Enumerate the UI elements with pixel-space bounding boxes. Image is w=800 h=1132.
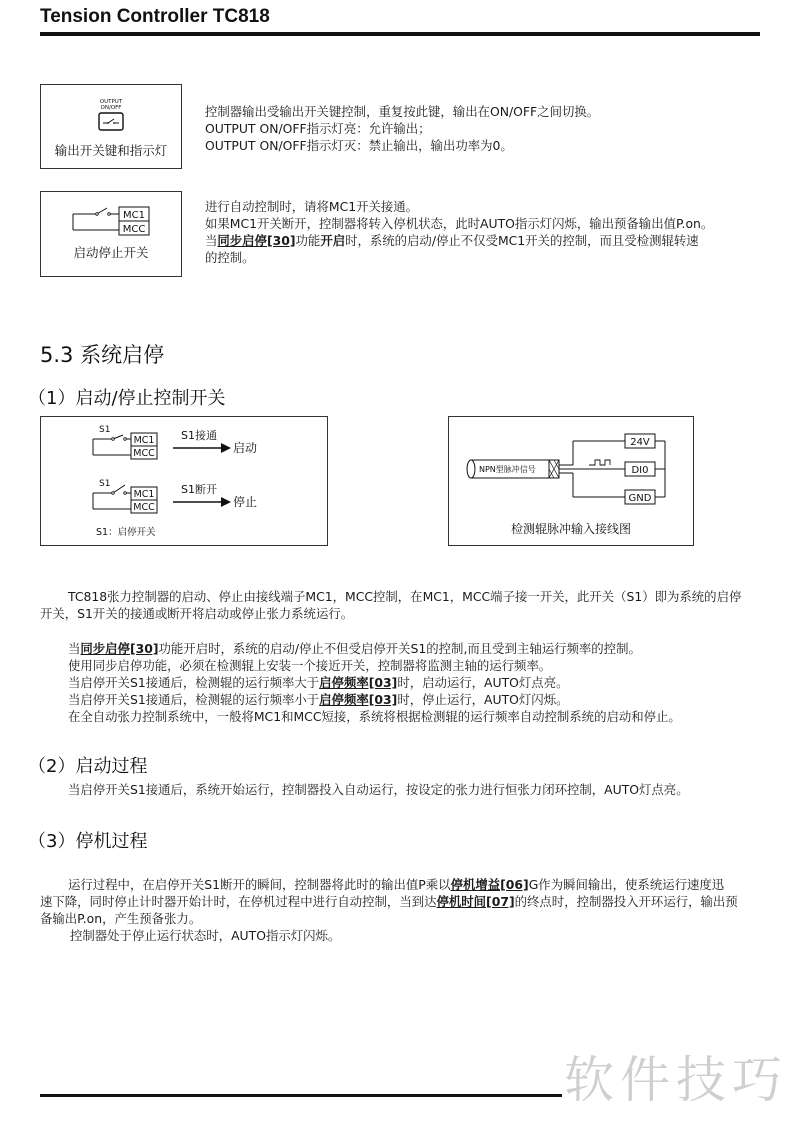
stop-line-1-suffix: G作为瞬间输出，使系统运行速度迅: [528, 877, 725, 892]
output-icon-label-top: OUTPUT: [99, 99, 123, 105]
stop-process-block: [40, 876, 770, 944]
body-p4-suffix: 时，启动运行，AUTO灯点亮。: [397, 675, 569, 690]
stop-line-1: [40, 876, 770, 893]
body-p5-suffix: 时，停止运行，AUTO灯闪烁。: [397, 692, 569, 707]
diagram-result-on: 启动: [233, 441, 258, 455]
section-title: 5.3 系统启停: [40, 343, 165, 367]
body-p5-prefix: 当启停开关S1接通后，检测辊的运行频率小于: [68, 692, 320, 707]
body-p2-link: 同步启停[30]: [80, 641, 159, 656]
startstop-description: [205, 198, 775, 266]
terminal-di0: DI0: [631, 465, 649, 476]
body-p5-link: 启停频率[03]: [319, 692, 398, 707]
output-line-3: OUTPUT ON/OFF指示灯灭：禁止输出，输出功率为0。: [205, 138, 513, 153]
page-header-title: Tension Controller TC818: [40, 6, 270, 27]
body-p2-suffix: 功能开启时，系统的启动/停止不但受启停开关S1的控制,而且受到主轴运行频率的控制。: [158, 641, 641, 656]
body-p6: 在全自动张力控制系统中，一般将MC1和MCC短接，系统将根据检测辊的运行频率自动控制系统的启动和停止。: [68, 709, 681, 724]
output-line-1: 控制器输出受输出开关键控制，重复按此键，输出在ON/OFF之间切换。: [205, 104, 600, 119]
body-p3: 使用同步启停功能，必须在检测辊上安装一个接近开关，控制器将监测主轴的运行频率。: [68, 658, 552, 673]
output-line-2: OUTPUT ON/OFF指示灯亮：允许输出；: [205, 121, 431, 136]
body-p5: [68, 691, 773, 708]
startstop-line-1: 进行自动控制时，请将MC1开关接通。: [205, 199, 419, 214]
startstop-diagram-svg: [41, 417, 327, 545]
stop-line-1-prefix: 运行过程中，在启停开关S1断开的瞬间，控制器将此时的输出值P乘以: [68, 877, 451, 892]
body-p1: TC818张力控制器的启动、停止由接线端子MC1，MCC控制，在MC1，MCC端子接一开关，此开关（S1）即为系统的启停: [68, 589, 742, 604]
stop-line-3: 备输出P.on，产生预备张力。: [40, 911, 202, 926]
diagram-result-off: 停止: [233, 495, 258, 509]
pulse-diagram-caption: 检测辊脉冲输入接线图: [510, 522, 632, 536]
diagram-mc1-bottom: MC1: [133, 489, 155, 500]
diagram-mc1-top: MC1: [133, 435, 155, 446]
stop-gain-link: 停机增益[06]: [450, 877, 529, 892]
subsection-3-title: （3）停机过程: [28, 831, 148, 852]
subsection-1-title: （1）启动/停止控制开关: [28, 388, 226, 409]
startstop-switch-box: [40, 191, 182, 277]
startstop-line-4: 的控制。: [205, 250, 255, 265]
body-intro: [40, 588, 770, 622]
watermark: 软件技巧: [564, 1051, 788, 1109]
output-box-caption: 输出开关键和指示灯: [54, 143, 168, 158]
body-p2: [68, 640, 773, 657]
body-p4-prefix: 当启停开关S1接通后，检测辊的运行频率大于: [68, 675, 320, 690]
diagram-action-off: S1断开: [181, 483, 217, 496]
subsection-2-title: （2）启动过程: [28, 756, 148, 777]
terminal-gnd: GND: [628, 493, 652, 504]
output-description: [205, 103, 765, 154]
output-icon-label-bottom: ON/OFF: [100, 105, 122, 111]
pulse-wiring-svg: [449, 417, 693, 545]
body-p1b: 开关，S1开关的接通或断开将启动或停止张力系统运行。: [40, 606, 354, 621]
startstop-line-3-mid: 功能: [295, 233, 321, 248]
stop-line-4: 控制器处于停止运行状态时，AUTO指示灯闪烁。: [70, 928, 341, 943]
stop-time-link: 停机时间[07]: [436, 894, 515, 909]
diagram-action-on: S1接通: [181, 429, 217, 442]
footer-rule: [40, 1094, 562, 1097]
diagram-s1-top-label: S1: [99, 425, 111, 435]
startstop-line-2: 如果MC1开关断开，控制器将转入停机状态，此时AUTO指示灯闪烁，输出预备输出值P.on。: [205, 216, 714, 231]
stop-line-2-prefix: 速下降，同时停止计时器开始计时，在停机过程中进行自动控制，当到达: [40, 894, 437, 909]
stop-line-2: [40, 893, 770, 910]
stop-line-2-suffix: 的终点时，控制器投入开环运行，输出预: [514, 894, 738, 909]
startstop-line-3-suffix: 时，系统的启动/停止不仅受MC1开关的控制，而且受检测辊转速: [345, 233, 699, 248]
start-process-text: 当启停开关S1接通后，系统开始运行，控制器投入自动运行，按设定的张力进行恒张力闭环控制，AUTO灯点亮。: [68, 782, 689, 797]
diagram-note: S1：启停开关: [96, 527, 156, 538]
startstop-line-3-bold: 开启: [320, 233, 346, 248]
body-sync-block: [68, 640, 773, 725]
diagram-mcc-top: MCC: [133, 448, 155, 459]
output-key-box: [40, 84, 182, 169]
sync-startstop-param-link: 同步启停[30]: [217, 233, 296, 248]
header-rule: [40, 32, 760, 36]
body-p2-prefix: 当: [68, 641, 81, 656]
body-p4-link: 启停频率[03]: [319, 675, 398, 690]
body-p4: [68, 674, 773, 691]
startstop-diagram: [40, 416, 328, 546]
startstop-mc1-label: MC1: [123, 210, 145, 221]
startstop-box-caption: 启动停止开关: [73, 245, 149, 260]
diagram-s1-bottom-label: S1: [99, 479, 111, 489]
startstop-line-3-prefix: 当: [205, 233, 218, 248]
startstop-line-3: [205, 232, 775, 249]
startstop-switch-icon: [41, 192, 181, 242]
diagram-mcc-bottom: MCC: [133, 502, 155, 513]
startstop-mcc-label: MCC: [122, 224, 146, 235]
pulse-wiring-diagram: [448, 416, 694, 546]
terminal-24v: 24V: [630, 437, 650, 448]
sensor-label: NPN型脉冲信号: [479, 465, 536, 474]
